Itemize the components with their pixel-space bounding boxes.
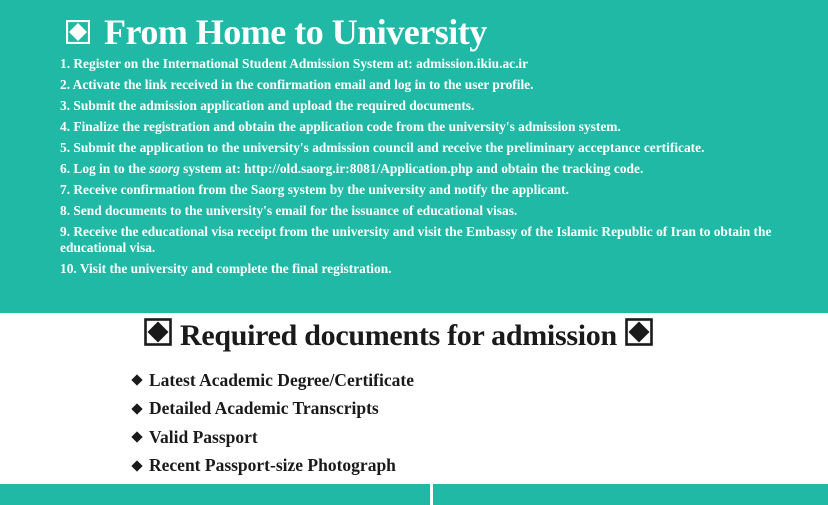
document-label: Detailed Academic Transcripts: [149, 398, 379, 419]
document-label: Recent Passport-size Photograph: [149, 455, 396, 476]
steps-list: [60, 56, 795, 282]
document-item: [130, 423, 414, 452]
footer-divider: [430, 484, 433, 505]
document-item: [130, 395, 414, 424]
document-item: [130, 452, 414, 481]
documents-title: [136, 316, 661, 356]
documents-list: [130, 366, 414, 480]
diamond-bullet-icon: [131, 403, 142, 414]
document-label: Latest Academic Degree/Certificate: [149, 369, 414, 390]
step-item: 5. Submit the application to the university's admission council and receive the preliminary acceptance certificate.: [60, 140, 705, 155]
document-item: [130, 366, 414, 395]
footer-bar: [0, 484, 828, 505]
diamond-frame-icon: [66, 11, 90, 53]
step-item: 8. Send documents to the university's email for the issuance of educational visas.: [60, 203, 518, 218]
diamond-frame-icon: [625, 318, 653, 354]
step-item: 10. Visit the university and complete the final registration.: [60, 261, 392, 276]
step-item: 4. Finalize the registration and obtain the application code from the university's admission system.: [60, 119, 621, 134]
step-text: system at: http://old.saorg.ir:8081/Application.php and obtain the tracking code.: [179, 161, 644, 176]
step-item: [60, 161, 795, 177]
page-title-text: From Home to University: [104, 12, 487, 52]
step-emphasis: saorg: [149, 161, 180, 176]
diamond-bullet-icon: [131, 432, 142, 443]
diamond-frame-icon: [144, 318, 172, 354]
document-label: Valid Passport: [149, 426, 258, 447]
step-item: 2. Activate the link received in the confirmation email and log in to the user profile.: [60, 77, 534, 92]
step-item: 7. Receive confirmation from the Saorg system by the university and notify the applicant.: [60, 182, 569, 197]
page-title: [66, 9, 487, 55]
step-item: 1. Register on the International Student Admission System at: admission.ikiu.ac.ir: [60, 56, 529, 71]
diamond-bullet-icon: [131, 375, 142, 386]
step-item: 3. Submit the admission application and upload the required documents.: [60, 98, 475, 113]
diamond-bullet-icon: [131, 460, 142, 471]
step-text: 6. Log in to the: [60, 161, 150, 176]
step-item: 9. Receive the educational visa receipt from the university and visit the Embassy of the Islamic Republic of Iran to obtain the educational visa.: [60, 224, 772, 255]
documents-title-text: Required documents for admission: [180, 319, 617, 352]
